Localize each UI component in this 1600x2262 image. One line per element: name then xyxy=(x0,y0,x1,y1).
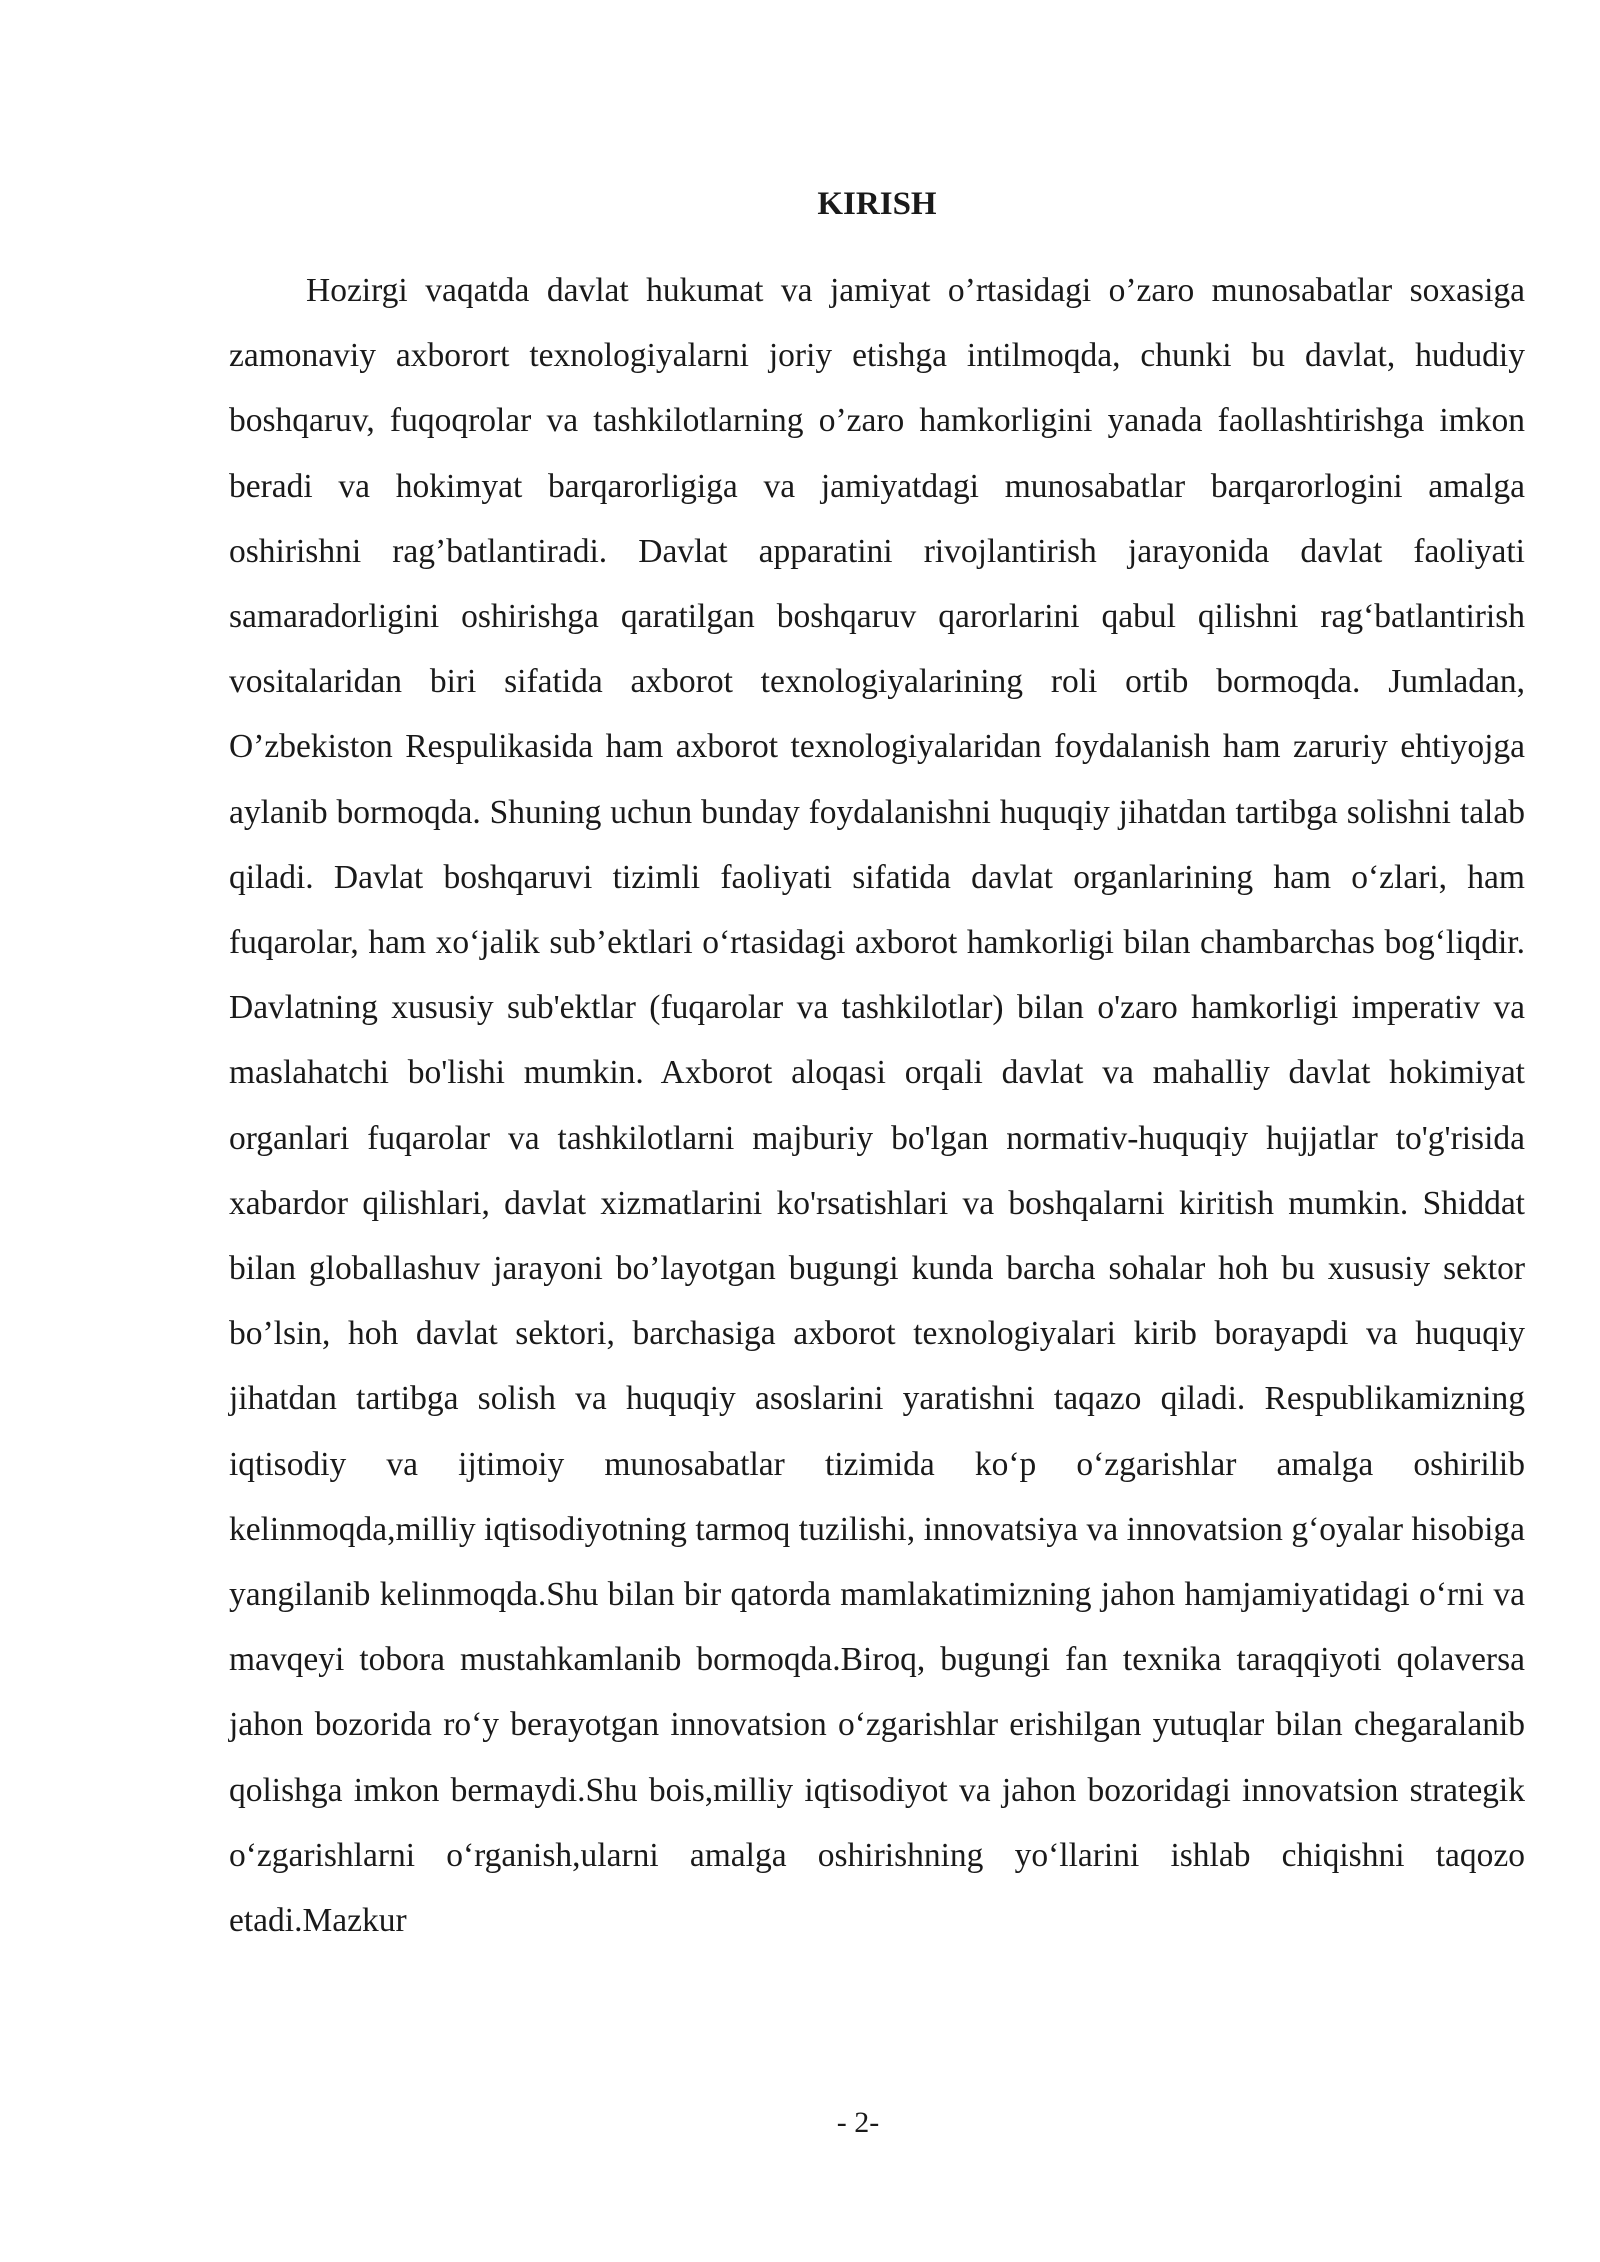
heading-container xyxy=(229,182,1525,226)
page-number: - 2- xyxy=(836,2106,880,2139)
body-paragraph: Hozirgi vaqatda davlat hukumat va jamiyat o’rtasidagi o’zaro munosabatlar soxasiga zamonaviy axborort texnologiyalarni joriy etishga intilmoqda, chunki bu davlat, hududiy boshqaruv, fuqoqrolar va tashkilotlarning o’zaro hamkorligini yanada faollashtirishga imkon beradi va hokimyat barqarorligiga va jamiyatdagi munosabatlar barqarorlogini amalga oshirishni rag’batlantiradi. Davlat apparatini rivojlantirish jarayonida davlat faoliyati samaradorligini oshirishga qaratilgan boshqaruv qarorlarini qabul qilishni rag‘batlantirish vositalaridan biri sifatida axborot texnologiyalarining roli ortib bormoqda. Jumladan, O’zbekiston Respulikasida ham axborot texnologiyalaridan foydalanish ham zaruriy ehtiyojga aylanib bormoqda. Shuning uchun bunday foydalanishni huquqiy jihatdan tartibga solishni talab qiladi. Davlat boshqaruvi tizimli faoliyati sifatida davlat organlarining ham o‘zlari, ham fuqarolar, ham xo‘jalik sub’ektlari o‘rtasidagi axborot hamkorligi bilan chambarchas bog‘liqdir. Davlatning xususiy sub'ektlar (fuqarolar va tashkilotlar) bilan o'zaro hamkorligi imperativ va maslahatchi bo'lishi mumkin. Axborot aloqasi orqali davlat va mahalliy davlat hokimiyat organlari fuqarolar va tashkilotlarni majburiy bo'lgan normativ-huquqiy hujjatlar to'g'risida xabardor qilishlari, davlat xizmatlarini ko'rsatishlari va boshqalarni kiritish mumkin. Shiddat bilan globallashuv jarayoni bo’layotgan bugungi kunda barcha sohalar hoh bu xususiy sektor bo’lsin, hoh davlat sektori, barchasiga axborot texnologiyalari kirib borayapdi va huquqiy jihatdan tartibga solish va huquqiy asoslarini yaratishni taqazo qiladi. Respublikamizning iqtisodiy va ijtimoiy munosabatlar tizimida ko‘p o‘zgarishlar amalga oshirilib kelinmoqda,milliy iqtisodiyotning tarmoq tuzilishi, innovatsiya va innovatsion g‘oyalar hisobiga yangilanib kelinmoqda.Shu bilan bir qatorda mamlakatimizning jahon hamjamiyatidagi o‘rni va mavqeyi tobora mustahkamlanib bormoqda.Biroq, bugungi fan texnika taraqqiyoti qolaversa jahon bozorida ro‘y berayotgan innovatsion o‘zgarishlar erishilgan yutuqlar bilan chegaralanib qolishga imkon bermaydi.Shu bois,milliy iqtisodiyot va jahon bozoridagi innovatsion strategik o‘zgarishlarni o‘rganish,ularni amalga oshirishning yo‘llarini ishlab chiqishni taqozo etadi.Mazkur xyxy=(229,272,1525,1940)
page-heading: KIRISH xyxy=(817,186,937,222)
